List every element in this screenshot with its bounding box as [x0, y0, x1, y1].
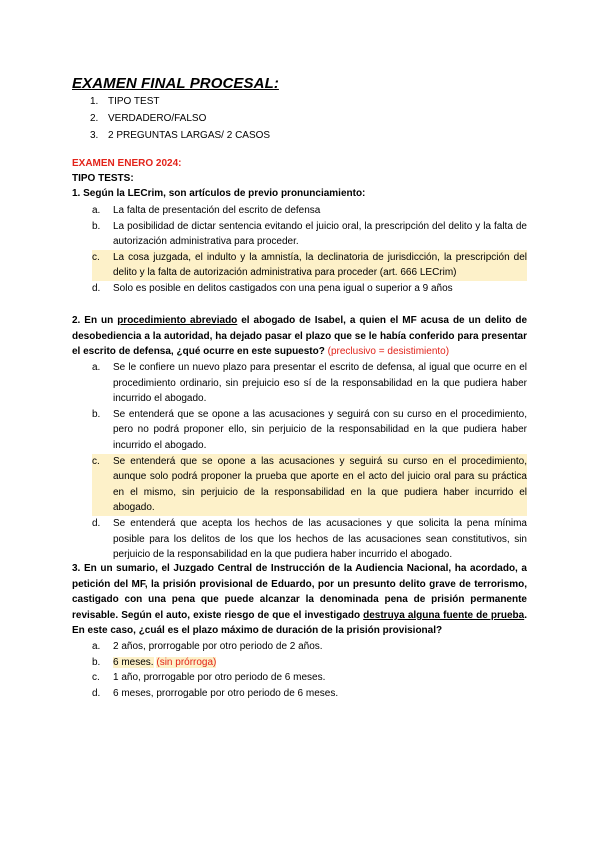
option-text: 1 año, prorrogable por otro periodo de 6 meses.: [113, 672, 326, 684]
option-text: La posibilidad de dictar sentencia evitando el juicio oral, la prescripción del delito y la falta de autorización administrativa para proceder.: [113, 220, 527, 248]
option-item: [92, 281, 527, 297]
option-letter: a.: [92, 362, 101, 373]
question-text-underlined: procedimiento abreviado: [117, 315, 238, 326]
toc-text: VERDADERO/FALSO: [108, 113, 207, 124]
option-item: [92, 407, 527, 454]
option-text: 2 años, prorrogable por otro periodo de 2 años.: [113, 641, 323, 652]
toc-text: TIPO TEST: [108, 96, 160, 107]
question-3-options: [92, 639, 527, 701]
question-number: 1.: [72, 188, 81, 199]
option-item: [92, 360, 527, 407]
toc-item: [90, 113, 206, 125]
option-text: 6 meses.: [113, 656, 154, 668]
option-item: [92, 516, 527, 563]
tipo-tests-heading: TIPO TESTS:: [72, 173, 134, 184]
option-item-highlighted: [92, 655, 527, 671]
question-number: 3.: [72, 563, 81, 574]
question-text-pre: En un: [84, 315, 114, 326]
option-text: Solo es posible en delitos castigados con una pena igual o superior a 9 años: [113, 282, 453, 294]
option-text: La falta de presentación del escrito de defensa: [113, 205, 321, 216]
toc-number: 2.: [90, 113, 99, 124]
question-2: [72, 313, 527, 360]
question-number: 2.: [72, 315, 81, 326]
option-letter: c.: [92, 251, 100, 263]
toc-number: 3.: [90, 130, 99, 141]
option-letter: a.: [92, 205, 101, 216]
question-1: [72, 186, 527, 202]
question-2-options: [92, 360, 527, 563]
option-text: La cosa juzgada, el indulto y la amnistía, la declinatoria de jurisdicción, la prescripción del delito y la falta de autorización administrativa para proceder (art. 666 LECrim): [113, 251, 527, 279]
question-note: (preclusivo = desistimiento): [327, 346, 450, 358]
option-text: Se entenderá que se opone a las acusaciones y seguirá con su curso en el procedimiento, pero no podrá proponer ello, sin perjuicio de la responsabilidad en la que pudiera haber incurrido el abogado.: [113, 408, 527, 451]
toc-item: [90, 130, 270, 142]
option-letter: d.: [92, 687, 101, 699]
option-letter: d.: [92, 517, 101, 529]
option-item: [92, 203, 527, 219]
option-letter: b.: [92, 220, 101, 232]
option-text: Se entenderá que se opone a las acusaciones y seguirá su curso en el procedimiento, aunque solo podrá proponer la prueba que aporte en el acto del juicio oral para su práctica en el mismo, sin perjuicio de la responsabilidad en la que pudiera haber incurrido el abogado.: [113, 455, 527, 514]
question-text-post: el abogado de Isabel, a quien el MF acusa de un delito de desobediencia a la autoridad, ha dejado pasar el plazo que se le había conferido para presentar el escrito de defensa, ¿qué ocurre en este supuesto?: [72, 315, 528, 358]
option-letter: a.: [92, 641, 101, 652]
question-text: Según la LECrim, son artículos de previo pronunciamiento:: [83, 188, 366, 199]
option-letter: d.: [92, 282, 101, 294]
page-title: EXAMEN FINAL PROCESAL:: [72, 75, 279, 92]
option-text: Se entenderá que acepta los hechos de las acusaciones y que solicita la pena mínima posible para los delitos de los que los hechos de las acusaciones sean constitutivos, sin perjuicio de la responsabilidad en la que pudiera haber incurrido el abogado.: [113, 517, 527, 561]
option-item-highlighted: [92, 454, 527, 516]
option-text: 6 meses, prorrogable por otro periodo de 6 meses.: [113, 687, 339, 699]
option-letter: b.: [92, 408, 101, 420]
question-1-options: [92, 203, 527, 297]
option-item: [92, 639, 527, 655]
option-letter: b.: [92, 656, 101, 668]
toc-item: [90, 96, 160, 108]
option-item: [92, 670, 527, 686]
toc-number: 1.: [90, 96, 99, 107]
option-note: (sin prórroga): [156, 656, 217, 668]
option-text: Se le confiere un nuevo plazo para presentar el escrito de defensa, al igual que ocurre en el procedimiento ordinario, sin prejuicio eso sí de la responsabilidad en la que pudiera haber incurrido el abogado.: [113, 362, 527, 405]
option-item: [92, 686, 527, 702]
question-text-pre: En un sumario, el Juzgado Central de Instrucción de la Audiencia Nacional, ha acordado, a petición del MF, la prisión provisional de Eduardo, por un presunto delito grave de terrorismo, castigado con una pena que puede alcanzar la denominada pena de prisión permanente revisable. Según el auto, existe riesgo de que el investigado: [72, 563, 527, 621]
exam-heading: EXAMEN ENERO 2024:: [72, 158, 182, 169]
question-3: [72, 561, 527, 639]
toc-text: 2 PREGUNTAS LARGAS/ 2 CASOS: [108, 130, 271, 141]
question-text-post: . En este caso, ¿cuál es el plazo máximo de duración de la prisión provisional?: [72, 609, 527, 637]
question-text-underlined: destruya alguna fuente de prueba: [363, 609, 525, 621]
option-item-highlighted: [92, 250, 527, 281]
option-item: [92, 219, 527, 250]
option-letter: c.: [92, 672, 100, 684]
option-letter: c.: [92, 455, 100, 467]
